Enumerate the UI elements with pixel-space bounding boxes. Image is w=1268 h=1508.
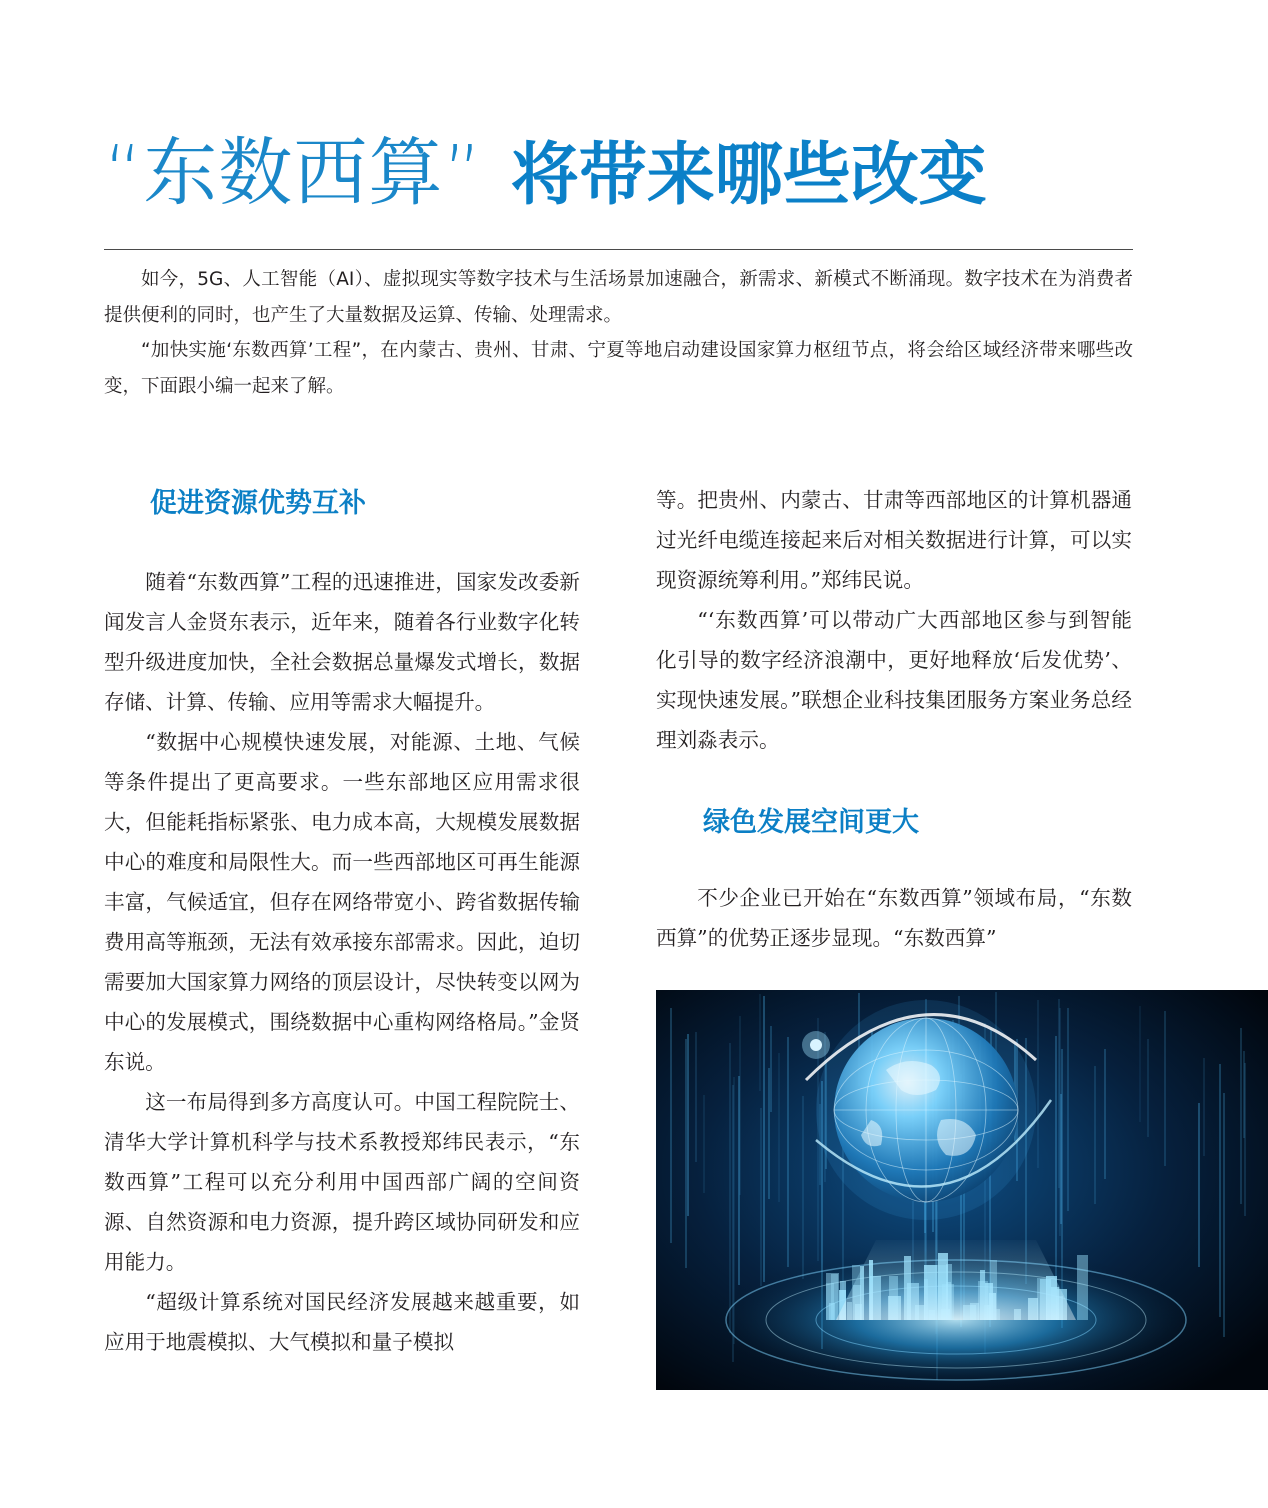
page-title — [104, 128, 987, 218]
code-rain-strand — [768, 1068, 770, 1199]
section-heading: 促进资源优势互补 — [150, 488, 366, 519]
body-paragraph: “数据中心规模快速发展，对能源、土地、气候等条件提出了更高要求。一些东部地区应用需求很大，但能耗指标紧张、电力成本高，大规模发展数据中心的难度和局限性大。而一些西部地区可再生能源丰富，气候适宜，但存在网络带宽小、跨省数据传输费用高等瓶颈，无法有效承接东部需求。因此，迫切需要加大国家算力网络的顶层设计，尽快转变以网为中心的发展模式，围绕数据中心重构网络格局。”金贤东说。 — [104, 730, 580, 1074]
code-rain-strand — [763, 996, 765, 1282]
code-rain-strand — [1198, 1103, 1200, 1267]
code-rain-strand — [729, 1043, 731, 1333]
body-paragraph: 不少企业已开始在“东数西算”领域布局，“东数西算”的优势正逐步显现。“东数西算” — [656, 886, 1132, 950]
code-rain-strand — [759, 994, 761, 1091]
code-rain-strand — [760, 1108, 762, 1286]
code-rain-strand — [787, 1037, 789, 1267]
code-rain-strand — [670, 1008, 672, 1243]
city-building — [1077, 1255, 1088, 1320]
city-building — [826, 1273, 839, 1320]
body-paragraph-continued: 等。把贵州、内蒙古、甘肃等西部地区的计算机器通过光纤电缆连接起来后对相关数据进行计算，可以实现资源统筹利用。”郑纬民说。 — [656, 488, 1132, 592]
code-rain-strand — [1219, 1064, 1221, 1317]
body-paragraph: 随着“东数西算”工程的迅速推进，国家发改委新闻发言人金贤东表示，近年来，随着各行业数字化转型升级进度加快，全社会数据总量爆发式增长，数据存储、计算、传输、应用等需求大幅提升。 — [104, 570, 580, 714]
code-rain-strand — [685, 1039, 687, 1268]
code-rain-strand — [695, 1032, 697, 1162]
globe-illustration — [656, 990, 1268, 1390]
code-rain-strand — [1244, 1063, 1246, 1216]
right-column-lower — [656, 878, 1132, 958]
code-rain-strand — [802, 1096, 804, 1279]
body-paragraph: 这一布局得到多方高度认可。中国工程院院士、清华大学计算机科学与技术系教授郑纬民表示，“东数西算”工程可以充分利用中国西部广阔的空间资源、自然资源和电力资源，提升跨区域协同研发和应用能力。 — [104, 1090, 580, 1274]
code-rain-strand — [1094, 1066, 1096, 1204]
code-rain-strand — [1055, 1036, 1057, 1281]
code-rain-strand — [738, 1076, 740, 1285]
body-paragraph: “超级计算系统对国民经济发展越来越重要，如应用于地震模拟、大气模拟和量子模拟 — [104, 1290, 580, 1354]
code-rain-strand — [1037, 1000, 1039, 1168]
code-rain-strand — [1139, 1006, 1141, 1122]
right-column — [656, 480, 1132, 760]
title-quoted-term: “东数西算” — [104, 130, 483, 216]
code-rain-strand — [770, 1026, 772, 1112]
title-question: 将带来哪些改变 — [510, 136, 987, 215]
left-column — [104, 562, 580, 1362]
intro-block — [104, 262, 1133, 404]
body-paragraph: “‘东数西算’可以带动广大西部地区参与到智能化引导的数字经济浪潮中，更好地释放‘后发优势’、实现快速发展。”联想企业科技集团服务方案业务总经理刘淼表示。 — [656, 608, 1132, 752]
code-rain-strand — [778, 1053, 780, 1202]
code-rain-strand — [1147, 1039, 1149, 1137]
code-rain-strand — [1059, 1008, 1061, 1236]
code-rain-strand — [687, 1034, 689, 1216]
code-rain-strand — [1164, 1011, 1166, 1166]
section-heading: 绿色发展空间更大 — [703, 807, 919, 838]
code-rain-strand — [1223, 1093, 1225, 1337]
code-rain-strand — [1203, 1058, 1205, 1156]
digital-globe-image — [656, 990, 1268, 1390]
code-rain-strand — [703, 1095, 705, 1193]
title-divider — [104, 249, 1133, 250]
code-rain-strand — [1104, 1049, 1106, 1179]
intro-paragraph: “加快实施‘东数西算’工程”，在内蒙古、贵州、甘肃、宁夏等地启动建设国家算力枢纽节点，将会给区域经济带来哪些改变，下面跟小编一起来了解。 — [104, 340, 1133, 397]
intro-paragraph: 如今，5G、人工智能（AI）、虚拟现实等数字技术与生活场景加速融合，新需求、新模式不断涌现。数字技术在为消费者提供便利的同时，也产生了大量数据及运算、传输、处理需求。 — [104, 269, 1133, 326]
code-rain-strand — [1240, 1028, 1242, 1204]
code-rain-strand — [1067, 1008, 1069, 1211]
